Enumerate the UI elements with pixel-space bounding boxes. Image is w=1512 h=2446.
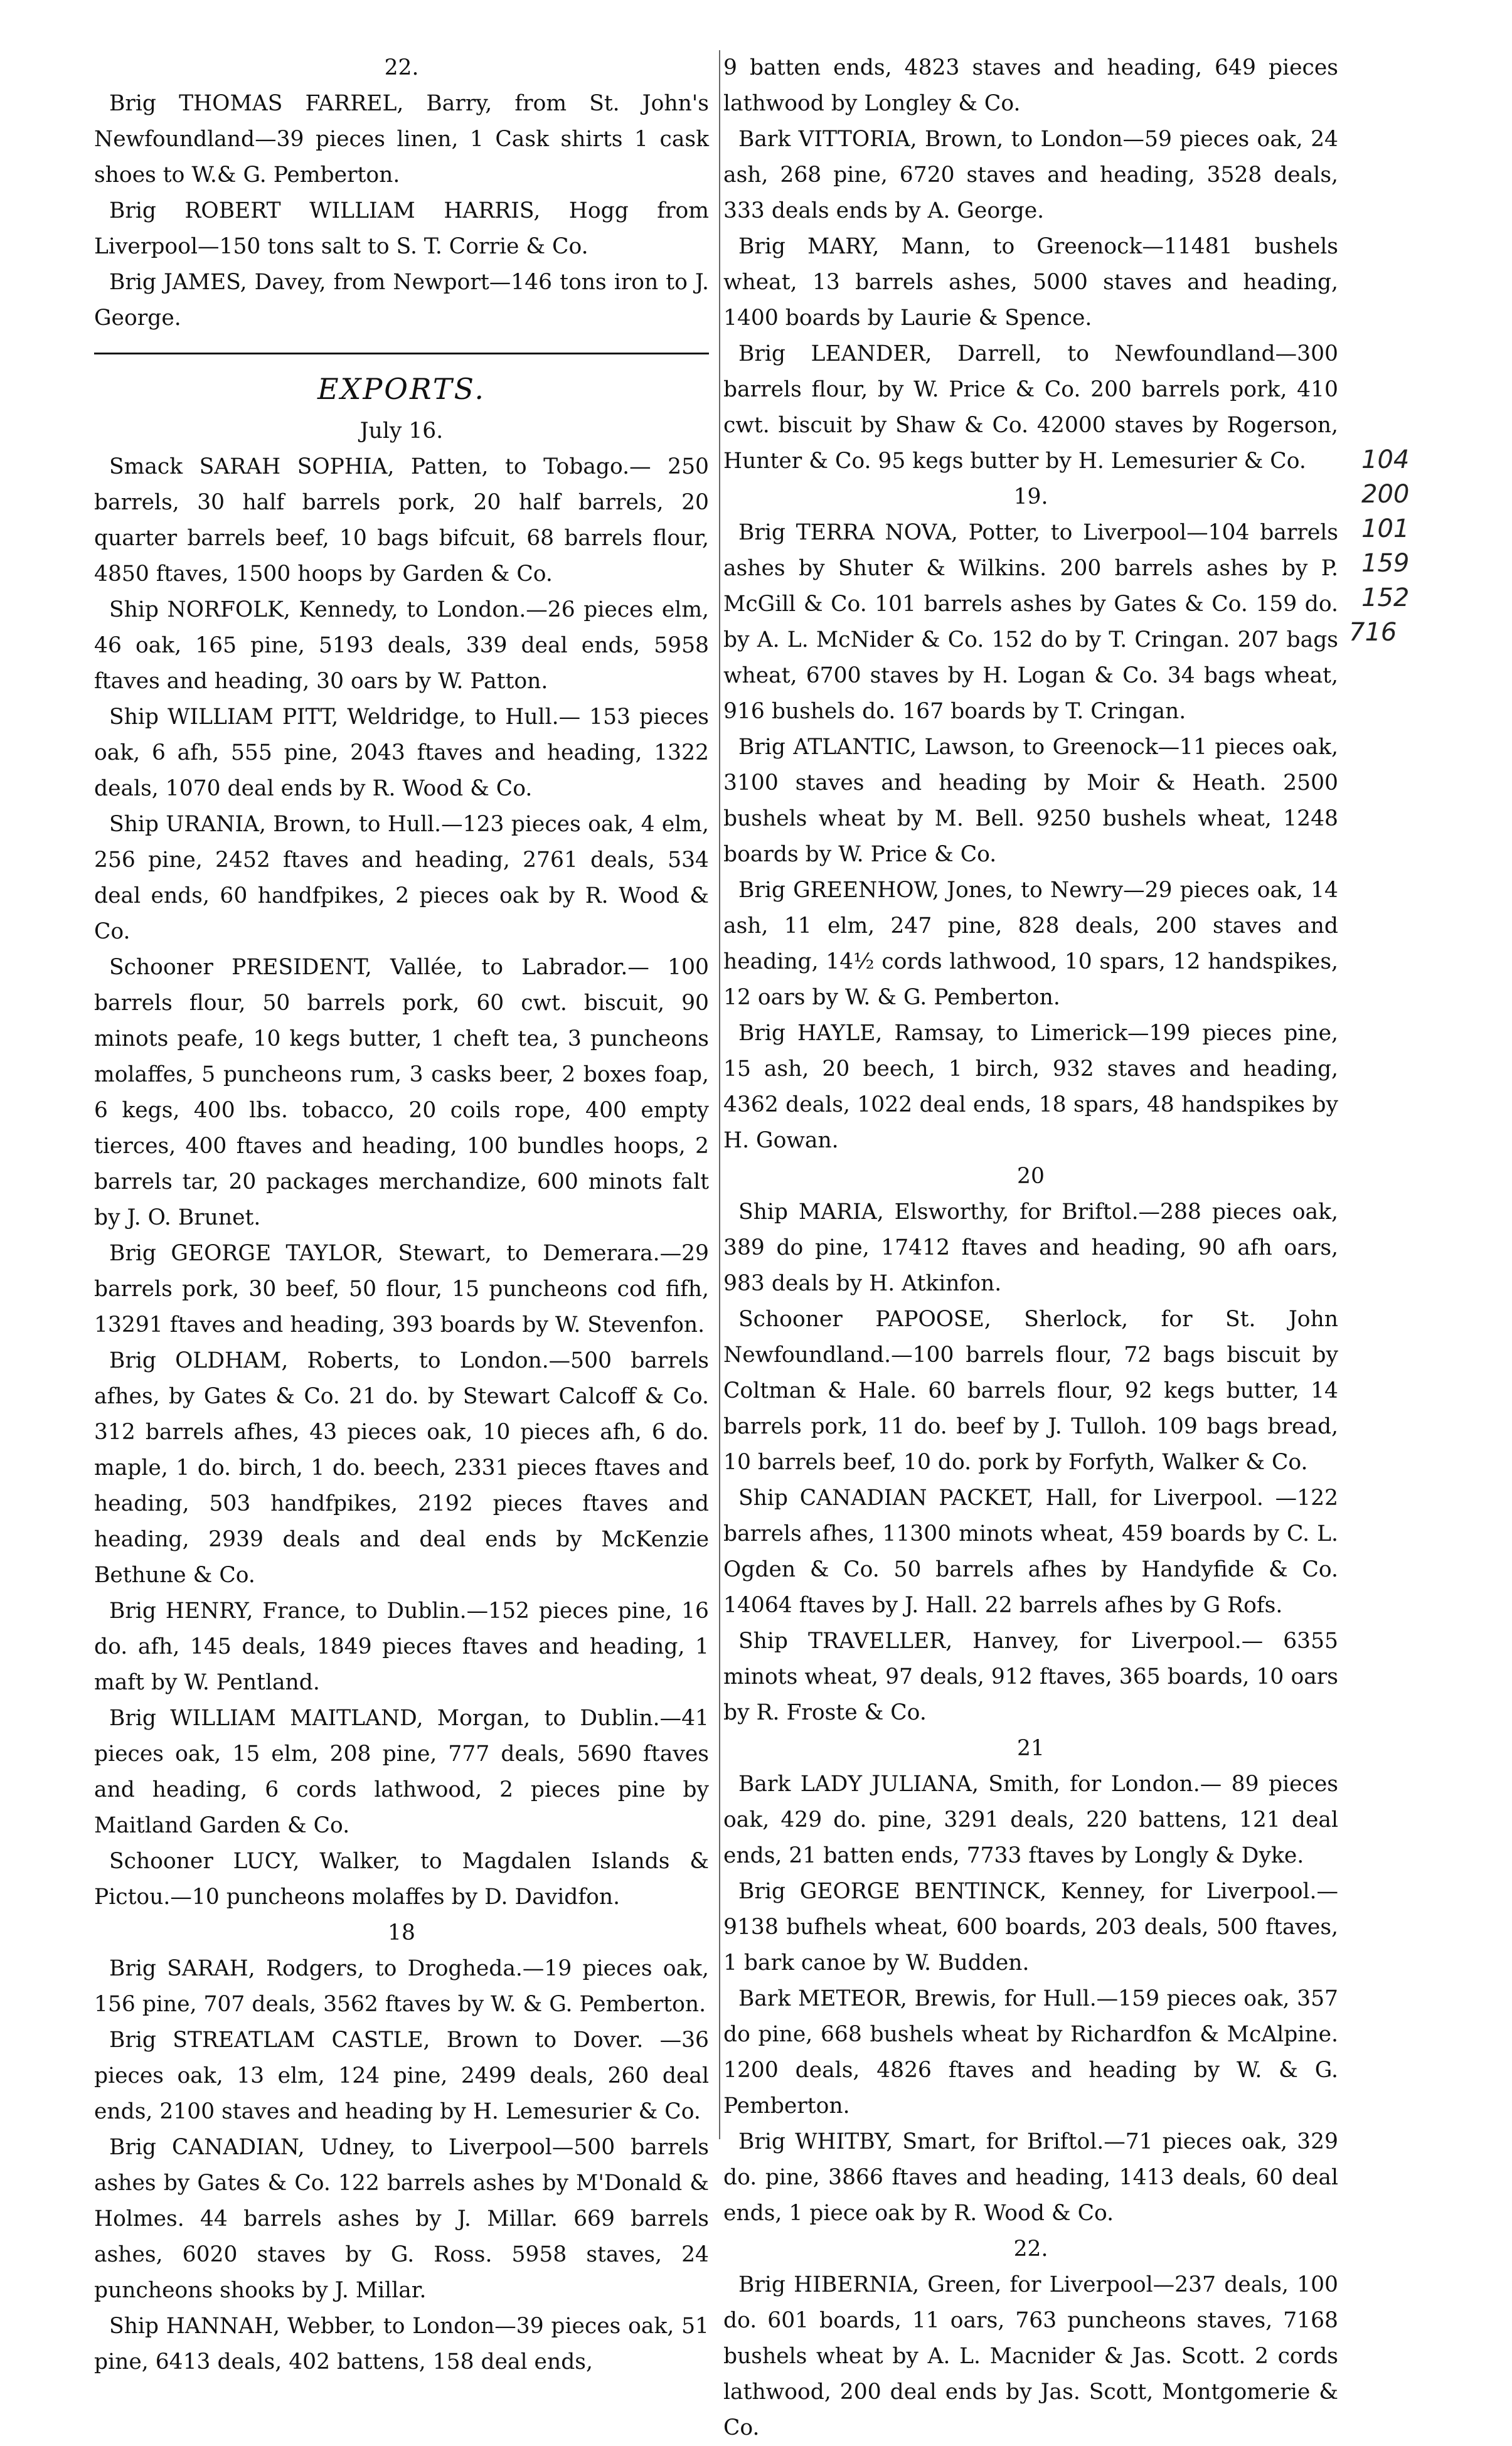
date-heading: 22. [1013, 2236, 1048, 2262]
handwritten-note: 159 [1361, 549, 1410, 578]
export-entry: Bark LADY JULIANA, Smith, for London.— 89 pieces oak, 429 do. pine, 3291 deals, 220 battens, 121 deal ends, 21 batten ends, 7733 ftaves by Longly & Dyke. [723, 1772, 1338, 1868]
export-entry: Schooner PAPOOSE, Sherlock, for St. John Newfoundland.—100 barrels flour, 72 bags biscuit by Coltman & Hale. 60 barrels flour, 92 kegs butter, 14 barrels pork, 11 do. beef by J. Tulloh. 109 bags bread, 10 barrels beef, 10 do. pork by Forfyth, Walker & Co. [723, 1307, 1338, 1475]
export-entry: Brig CANADIAN, Udney, to Liverpool—500 barrels ashes by Gates & Co. 122 barrels ashes by M'Donald & Holmes. 44 barrels ashes by J. Millar. 669 barrels ashes, 6020 staves by G. Ross. 5958 staves, 24 puncheons shooks by J. Millar. [94, 2135, 709, 2303]
import-entry: Brig JAMES, Davey, from Newport—146 tons iron to J. George. [94, 270, 709, 331]
export-entry: Brig HIBERNIA, Green, for Liverpool—237 deals, 100 do. 601 boards, 11 oars, 763 puncheons staves, 7168 bushels wheat by A. L. Macnider & Jas. Scott. 2 cords lathwood, 200 deal ends by Jas. Scott, Montgomerie & Co. [723, 2272, 1338, 2440]
import-entry: Brig ROBERT WILLIAM HARRIS, Hogg from Liverpool—150 tons salt to S. T. Corrie & Co. [94, 198, 709, 259]
handwritten-note: 152 [1361, 583, 1410, 612]
export-entry: Brig GEORGE TAYLOR, Stewart, to Demerara.—29 barrels pork, 30 beef, 50 flour, 15 puncheons cod fifh, 13291 ftaves and heading, 393 boards by W. Stevenfon. [94, 1241, 709, 1337]
export-entry: Ship MARIA, Elsworthy, for Briftol.—288 pieces oak, 389 do pine, 17412 ftaves and heading, 90 afh oars, 983 deals by H. Atkinfon. [723, 1199, 1338, 1296]
export-entry: Bark VITTORIA, Brown, to London—59 pieces oak, 24 ash, 268 pine, 6720 staves and heading, 3528 deals, 333 deals ends by A. George. [723, 127, 1338, 223]
export-entry: Ship CANADIAN PACKET, Hall, for Liverpool. —122 barrels afhes, 11300 minots wheat, 459 boards by C. L. Ogden & Co. 50 barrels afhes by Handyfide & Co. 14064 ftaves by J. Hall. 22 barrels afhes by G Rofs. [723, 1486, 1338, 1618]
export-entry: Brig LEANDER, Darrell, to Newfoundland—300 barrels flour, by W. Price & Co. 200 barrels pork, 410 cwt. biscuit by Shaw & Co. 42000 staves by Rogerson, Hunter & Co. 95 kegs butter by H. Lemesurier & Co. [723, 341, 1338, 474]
export-entry: Brig OLDHAM, Roberts, to London.—500 barrels afhes, by Gates & Co. 21 do. by Stewart Calcoff & Co. 312 barrels afhes, 43 pieces oak, 10 pieces afh, 6 do. maple, 1 do. birch, 1 do. beech, 2331 pieces ftaves and heading, 503 handfpikes, 2192 pieces ftaves and heading, 2939 deals and deal ends by McKenzie Bethune & Co. [94, 1348, 709, 1588]
export-entry: Brig SARAH, Rodgers, to Drogheda.—19 pieces oak, 156 pine, 707 deals, 3562 ftaves by W. & G. Pemberton. [94, 1956, 709, 2017]
export-entry: Ship HANNAH, Webber, to London—39 pieces oak, 51 pine, 6413 deals, 402 battens, 158 deal ends, [94, 2314, 709, 2374]
handwritten-note: 200 [1361, 480, 1410, 509]
left-column [94, 50, 709, 2380]
date-heading: 18 [388, 1920, 415, 1945]
export-entry: Schooner LUCY, Walker, to Magdalen Islands & Pictou.—10 puncheons molaffes by D. Davidfon. [94, 1849, 709, 1910]
export-entry: Brig GREENHOW, Jones, to Newry—29 pieces oak, 14 ash, 11 elm, 247 pine, 828 deals, 200 staves and heading, 14½ cords lathwood, 10 spars, 12 handspikes, 12 oars by W. & G. Pemberton. [723, 878, 1338, 1010]
export-entry: Bark METEOR, Brewis, for Hull.—159 pieces oak, 357 do pine, 668 bushels wheat by Richardfon & McAlpine. 1200 deals, 4826 ftaves and heading by W. & G. Pemberton. [723, 1986, 1338, 2119]
export-entry: Brig ATLANTIC, Lawson, to Greenock—11 pieces oak, 3100 staves and heading by Moir & Heath. 2500 bushels wheat by M. Bell. 9250 bushels wheat, 1248 boards by W. Price & Co. [723, 735, 1338, 867]
date-heading: July 16. [359, 418, 444, 444]
export-entry: Brig MARY, Mann, to Greenock—11481 bushels wheat, 13 barrels ashes, 5000 staves and heading, 1400 boards by Laurie & Spence. [723, 234, 1338, 331]
date-heading: 22. [384, 55, 419, 80]
export-entry: Ship WILLIAM PITT, Weldridge, to Hull.— 153 pieces oak, 6 afh, 555 pine, 2043 ftaves and heading, 1322 deals, 1070 deal ends by R. Wood & Co. [94, 705, 709, 801]
date-heading: 21 [1017, 1736, 1045, 1761]
date-heading: 19. [1013, 484, 1048, 509]
export-entry: Brig HENRY, France, to Dublin.—152 pieces pine, 16 do. afh, 145 deals, 1849 pieces ftaves and heading, 1 maft by W. Pentland. [94, 1598, 709, 1695]
date-heading: 20 [1017, 1164, 1045, 1189]
export-entry: Ship TRAVELLER, Hanvey, for Liverpool.— 6355 minots wheat, 97 deals, 912 ftaves, 365 boards, 10 oars by R. Froste & Co. [723, 1629, 1338, 1725]
column-divider [719, 50, 720, 2139]
handwritten-note: 104 [1361, 445, 1410, 474]
export-entry: 9 batten ends, 4823 staves and heading, 649 pieces lathwood by Longley & Co. [723, 55, 1338, 116]
export-entry: Ship URANIA, Brown, to Hull.—123 pieces oak, 4 elm, 256 pine, 2452 ftaves and heading, 2761 deals, 534 deal ends, 60 handfpikes, 2 pieces oak by R. Wood & Co. [94, 812, 709, 944]
export-entry: Brig HAYLE, Ramsay, to Limerick—199 pieces pine, 15 ash, 20 beech, 1 birch, 932 staves and heading, 4362 deals, 1022 deal ends, 18 spars, 48 handspikes by H. Gowan. [723, 1021, 1338, 1153]
export-entry: Brig STREATLAM CASTLE, Brown to Dover. —36 pieces oak, 13 elm, 124 pine, 2499 deals, 260 deal ends, 2100 staves and heading by H. Lemesurier & Co. [94, 2028, 709, 2124]
export-entry: Ship NORFOLK, Kennedy, to London.—26 pieces elm, 46 oak, 165 pine, 5193 deals, 339 deal ends, 5958 ftaves and heading, 30 oars by W. Patton. [94, 597, 709, 694]
export-entry: Schooner PRESIDENT, Vallée, to Labrador.— 100 barrels flour, 50 barrels pork, 60 cwt. biscuit, 90 minots peafe, 10 kegs butter, 1 cheft tea, 3 puncheons molaffes, 5 puncheons rum, 3 casks beer, 2 boxes foap, 6 kegs, 400 lbs. tobacco, 20 coils rope, 400 empty tierces, 400 ftaves and heading, 100 bundles hoops, 2 barrels tar, 20 packages merchandize, 600 minots falt by J. O. Brunet. [94, 955, 709, 1230]
section-rule [94, 353, 709, 354]
exports-heading: EXPORTS. [317, 372, 486, 406]
handwritten-note: 716 [1349, 618, 1397, 647]
export-entry: Brig WHITBY, Smart, for Briftol.—71 pieces oak, 329 do. pine, 3866 ftaves and heading, 1413 deals, 60 deal ends, 1 piece oak by R. Wood & Co. [723, 2129, 1338, 2226]
export-entry: Brig WILLIAM MAITLAND, Morgan, to Dublin.—41 pieces oak, 15 elm, 208 pine, 777 deals, 5690 ftaves and heading, 6 cords lathwood, 2 pieces pine by Maitland Garden & Co. [94, 1706, 709, 1838]
export-entry: Brig GEORGE BENTINCK, Kenney, for Liverpool.—9138 bufhels wheat, 600 boards, 203 deals, 500 ftaves, 1 bark canoe by W. Budden. [723, 1879, 1338, 1975]
handwritten-note: 101 [1361, 514, 1410, 543]
export-entry: Brig TERRA NOVA, Potter, to Liverpool—104 barrels ashes by Shuter & Wilkins. 200 barrels ashes by P. McGill & Co. 101 barrels ashes by Gates & Co. 159 do. by A. L. McNider & Co. 152 do by T. Cringan. 207 bags wheat, 6700 staves by H. Logan & Co. 34 bags wheat, 916 bushels do. 167 boards by T. Cringan. [723, 520, 1338, 724]
export-entry: Smack SARAH SOPHIA, Patten, to Tobago.— 250 barrels, 30 half barrels pork, 20 half barrels, 20 quarter barrels beef, 10 bags bifcuit, 68 barrels flour, 4850 ftaves, 1500 hoops by Garden & Co. [94, 454, 709, 587]
right-column [723, 50, 1338, 2446]
import-entry: Brig THOMAS FARREL, Barry, from St. John's Newfoundland—39 pieces linen, 1 Cask shirts 1 cask shoes to W.& G. Pemberton. [94, 91, 709, 188]
